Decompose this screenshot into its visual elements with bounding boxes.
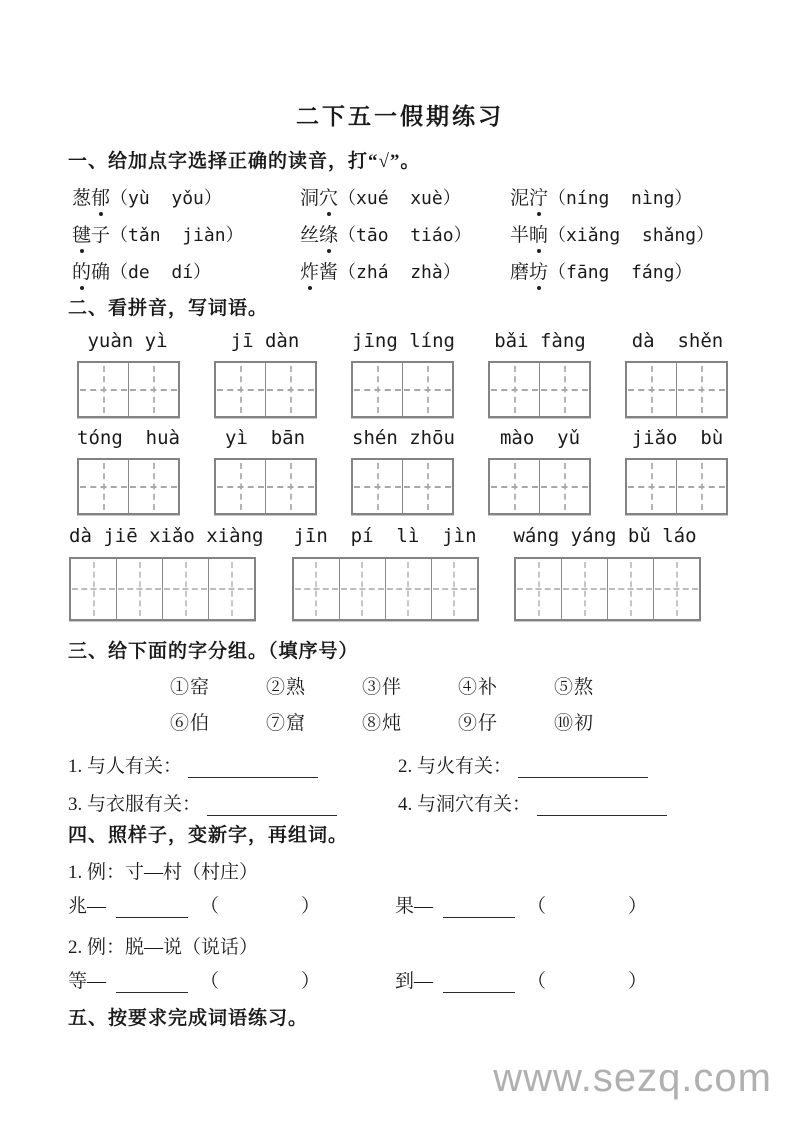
char-change-item (395, 891, 768, 921)
reading-options: （xué xuè） (338, 187, 461, 209)
answer-blank (537, 801, 667, 816)
question-line (68, 782, 398, 820)
hanzi-grid-group (488, 458, 591, 515)
dotted-char: 穴 (319, 183, 338, 210)
word-post: 酱 (319, 262, 339, 283)
numbered-char: ⑩初 (554, 713, 595, 734)
hanzi-grid-cell (653, 559, 699, 619)
stem-char: 等— (68, 971, 107, 992)
section1-heading: 一、给加点字选择正确的读音，打“√”。 (68, 151, 421, 172)
hanzi-grid-group (77, 361, 180, 418)
pinyin-row-1 (77, 330, 728, 352)
hanzi-grid-cell (216, 460, 265, 513)
char-change-row-1 (68, 891, 768, 921)
stem-char: 果— (395, 896, 434, 917)
answer-blank (443, 903, 515, 918)
hanzi-grid-cell (627, 363, 676, 416)
hanzi-grid-cell (676, 363, 726, 416)
pinyin-label: jīn pí lì jìn (293, 525, 477, 547)
hanzi-grid-cell (676, 460, 726, 513)
word-post: 子 (91, 225, 111, 246)
answer-blank (518, 763, 648, 778)
section3-heading: 三、给下面的字分组。（填序号） (68, 641, 359, 662)
pronunciation-item (510, 252, 772, 289)
hanzi-grid-cell (162, 559, 208, 619)
numbered-char: ⑥伯 (170, 713, 211, 734)
pinyin-label: bǎi fàng (494, 330, 586, 352)
numbered-char: ⑦窟 (266, 713, 307, 734)
reading-options: （fāng fáng） (548, 261, 693, 283)
question-line (398, 744, 768, 782)
writing-grid-row-2 (77, 458, 728, 515)
reading-options: （tǎn jiàn） (110, 224, 244, 246)
section1-items (72, 178, 772, 289)
hanzi-grid-group (77, 458, 180, 515)
pronunciation-item (300, 215, 510, 252)
hanzi-grid-cell (402, 460, 452, 513)
dotted-char: 郁 (91, 183, 110, 210)
dotted-char: 毽 (72, 220, 91, 247)
word-post: 确 (91, 262, 111, 283)
numbered-char: ⑧炖 (362, 713, 403, 734)
pinyin-label: wáng yáng bǔ láo (513, 525, 697, 547)
section5-heading: 五、按要求完成词语练习。 (68, 1008, 309, 1029)
numbered-char: ③伴 (362, 677, 403, 698)
answer-blank (207, 801, 337, 816)
numbered-char: ⑤熬 (554, 677, 595, 698)
hanzi-grid-cell (431, 559, 477, 619)
pronunciation-item (300, 178, 510, 215)
hanzi-grid-cell (265, 460, 315, 513)
pronunciation-item (510, 215, 772, 252)
reading-options: （yù yǒu） (110, 187, 222, 209)
dotted-char: 泞 (529, 183, 548, 210)
numbered-char-row-2 (170, 708, 650, 735)
hanzi-grid-group (514, 557, 701, 621)
paren-close: ） (301, 971, 321, 992)
hanzi-grid-group (214, 458, 317, 515)
dotted-char: 晌 (529, 220, 548, 247)
reading-options: （xiǎng shǎng） (548, 224, 715, 246)
word-pre: 磨 (510, 262, 530, 283)
pinyin-label: tóng huà (77, 427, 180, 449)
example-line-2: 2. 例：脱—说（说话） (68, 937, 259, 958)
hanzi-grid-cell (353, 460, 402, 513)
dotted-char: 的 (72, 257, 91, 284)
answer-blank (116, 978, 188, 993)
hanzi-grid-cell (385, 559, 431, 619)
hanzi-grid-cell (216, 363, 265, 416)
hanzi-grid-cell (627, 460, 676, 513)
pinyin-label: jī dàn (230, 330, 300, 352)
hanzi-grid-cell (294, 559, 339, 619)
hanzi-grid-group (488, 361, 591, 418)
hanzi-grid-cell (208, 559, 254, 619)
stem-char: 兆— (68, 896, 107, 917)
writing-grid-row-1 (77, 361, 728, 418)
pinyin-label: jīng líng (352, 330, 455, 352)
paren-close: ） (628, 896, 648, 917)
pronunciation-item (72, 252, 300, 289)
hanzi-grid-cell (353, 363, 402, 416)
pinyin-label: jiǎo bù (631, 427, 724, 449)
pinyin-label: dà shěn (631, 330, 724, 352)
hanzi-grid-cell (116, 559, 162, 619)
hanzi-grid-cell (79, 460, 128, 513)
question-line (68, 744, 398, 782)
hanzi-grid-cell (402, 363, 452, 416)
hanzi-grid-cell (265, 363, 315, 416)
grouping-questions (68, 744, 768, 820)
hanzi-grid-cell (79, 363, 128, 416)
word-pre: 半 (510, 225, 530, 246)
pinyin-label: mào yǔ (499, 427, 581, 449)
paren-open: （ (200, 896, 220, 917)
paren-open: （ (200, 971, 220, 992)
writing-grid-row-3 (69, 557, 701, 621)
numbered-char-row-1 (170, 672, 650, 699)
reading-options: （de dí） (110, 261, 212, 283)
char-change-row-2 (68, 966, 768, 996)
section2-heading: 二、看拼音，写词语。 (68, 298, 269, 319)
question-line (398, 782, 768, 820)
paren-close: ） (301, 896, 321, 917)
pinyin-label: shén zhōu (352, 427, 455, 449)
numbered-char: ①窑 (170, 677, 211, 698)
dotted-char: 坊 (529, 257, 548, 284)
answer-blank (443, 978, 515, 993)
hanzi-grid-cell (128, 363, 178, 416)
paren-close: ） (628, 971, 648, 992)
hanzi-grid-cell (539, 363, 589, 416)
watermark: www.sezq.com (493, 1056, 772, 1100)
hanzi-grid-cell (71, 559, 116, 619)
hanzi-grid-cell (339, 559, 385, 619)
hanzi-grid-cell (490, 363, 539, 416)
pronunciation-item (510, 178, 772, 215)
pinyin-label: yuàn yì (87, 330, 168, 352)
numbered-char: ⑨仔 (458, 713, 499, 734)
pinyin-row-2 (77, 427, 728, 449)
hanzi-grid-group (69, 557, 256, 621)
char-change-item (68, 966, 395, 996)
hanzi-grid-group (351, 458, 454, 515)
hanzi-grid-group (625, 458, 728, 515)
question-label: 3. 与衣服有关： (68, 794, 202, 815)
hanzi-grid-cell (490, 460, 539, 513)
hanzi-grid-cell (539, 460, 589, 513)
char-change-item (68, 891, 395, 921)
word-pre: 葱 (72, 188, 92, 209)
reading-options: （zhá zhà） (338, 261, 461, 283)
answer-blank (116, 903, 188, 918)
hanzi-grid-group (214, 361, 317, 418)
hanzi-grid-group (625, 361, 728, 418)
pronunciation-item (300, 252, 510, 289)
numbered-char: ④补 (458, 677, 499, 698)
answer-blank (188, 763, 318, 778)
question-label: 4. 与洞穴有关： (398, 794, 532, 815)
hanzi-grid-cell (516, 559, 561, 619)
hanzi-grid-cell (607, 559, 653, 619)
dotted-char: 绦 (319, 220, 338, 247)
section4-heading: 四、照样子，变新字，再组词。 (68, 825, 349, 846)
pronunciation-item (72, 215, 300, 252)
question-label: 1. 与人有关： (68, 756, 183, 777)
char-change-item (395, 966, 768, 996)
page-title: 二下五一假期练习 (296, 104, 504, 129)
hanzi-grid-cell (128, 460, 178, 513)
example-line-1: 1. 例：寸—村（村庄） (68, 862, 259, 883)
pronunciation-item (72, 178, 300, 215)
dotted-char: 炸 (300, 257, 319, 284)
word-pre: 洞 (300, 188, 320, 209)
question-label: 2. 与火有关： (398, 756, 513, 777)
hanzi-grid-cell (561, 559, 607, 619)
pinyin-label: dà jiē xiǎo xiàng (69, 525, 264, 547)
pinyin-label: yì bān (224, 427, 306, 449)
paren-open: （ (527, 971, 547, 992)
hanzi-grid-group (292, 557, 479, 621)
numbered-char: ②熟 (266, 677, 307, 698)
hanzi-grid-group (351, 361, 454, 418)
pinyin-row-3 (69, 525, 701, 547)
reading-options: （níng nìng） (548, 187, 693, 209)
word-pre: 丝 (300, 225, 320, 246)
word-pre: 泥 (510, 188, 530, 209)
reading-options: （tāo tiáo） (338, 224, 472, 246)
stem-char: 到— (395, 971, 434, 992)
paren-open: （ (527, 896, 547, 917)
